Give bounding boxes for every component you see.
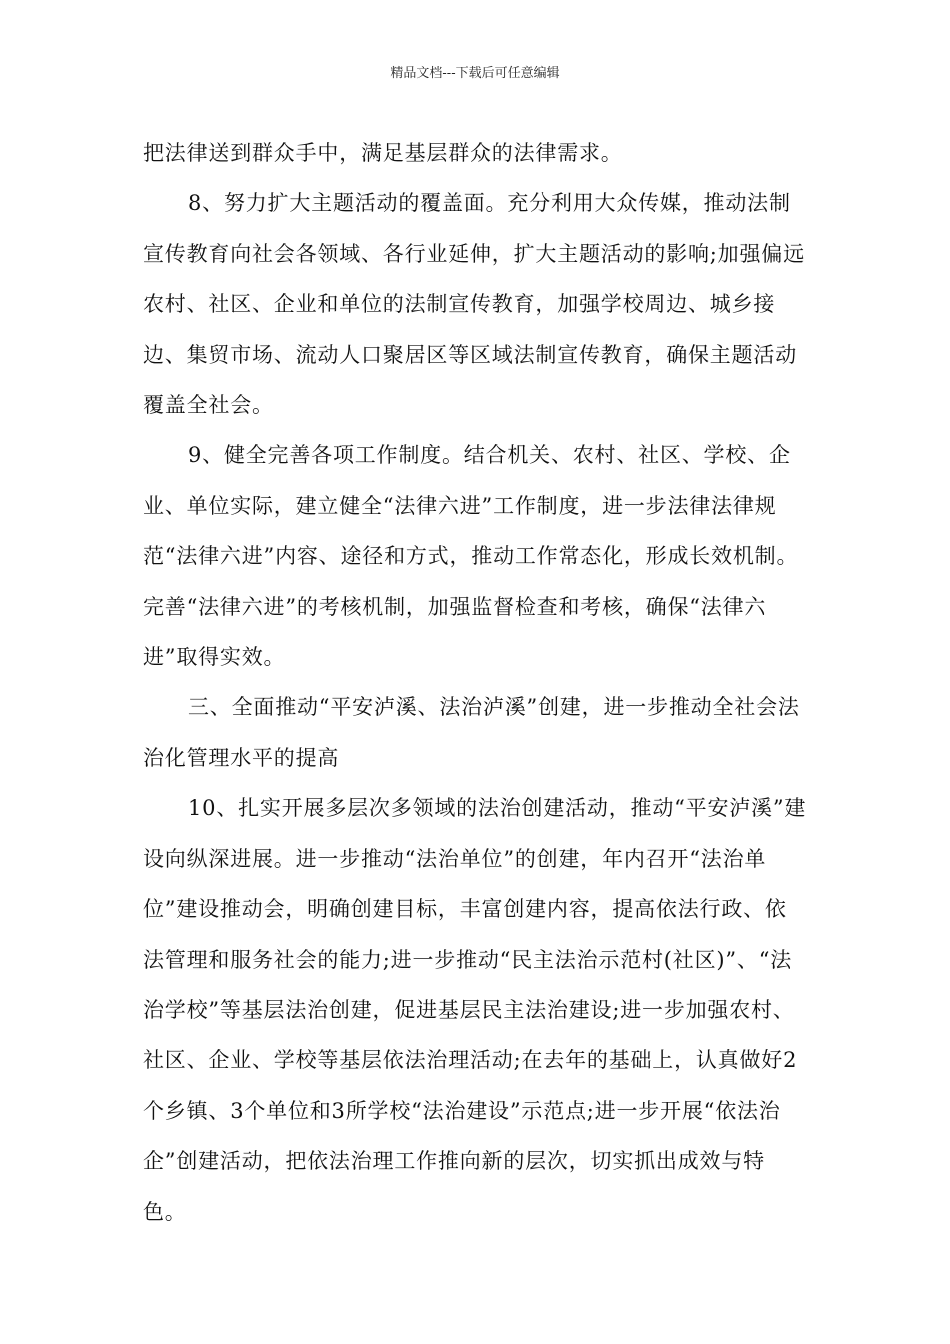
page-header: 精品文档---下载后可任意编辑 bbox=[390, 66, 560, 81]
paragraph-item-8: 8、努力扩大主题活动的覆盖面。充分利用大众传媒，推动法制宣传教育向社会各领域、各行业延伸，扩大主题活动的影响;加强偏远农村、社区、企业和单位的法制宣传教育，加强学校周边、城乡接边、集贸市场、流动人口聚居区等区域法制宣传教育，确保主题活动覆盖全社会。 bbox=[143, 191, 805, 418]
document-body bbox=[143, 128, 807, 1237]
paragraph-continuation: 把法律送到群众手中，满足基层群众的法律需求。 bbox=[143, 141, 623, 165]
paragraph-item-9: 9、健全完善各项工作制度。结合机关、农村、社区、学校、企业、单位实际，建立健全“法律六进”工作制度，进一步法律法律规范“法律六进”内容、途径和方式，推动工作常态化，形成长效机制。完善“法律六进”的考核机制，加强监督检查和考核，确保“法律六进”取得实效。 bbox=[143, 443, 799, 670]
section-heading-3: 三、全面推动“平安泸溪、法治泸溪”创建，进一步推动全社会法治化管理水平的提高 bbox=[143, 695, 800, 770]
paragraph-item-10: 10、扎实开展多层次多领域的法治创建活动，推动“平安泸溪”建设向纵深进展。进一步推动“法治单位”的创建，年内召开“法治单位”建设推动会，明确创建目标，丰富创建内容，提高依法行政、依法管理和服务社会的能力;进一步推动“民主法治示范村(社区)”、“法治学校”等基层法治创建，促进基层民主法治建设;进一步加强农村、社区、企业、学校等基层依法治理活动;在去年的基础上，认真做好2个乡镇、3个单位和3所学校“法治建设”示范点;进一步开展“依法治企”创建活动，把依法治理工作推向新的层次，切实抓出成效与特色。 bbox=[143, 796, 807, 1224]
